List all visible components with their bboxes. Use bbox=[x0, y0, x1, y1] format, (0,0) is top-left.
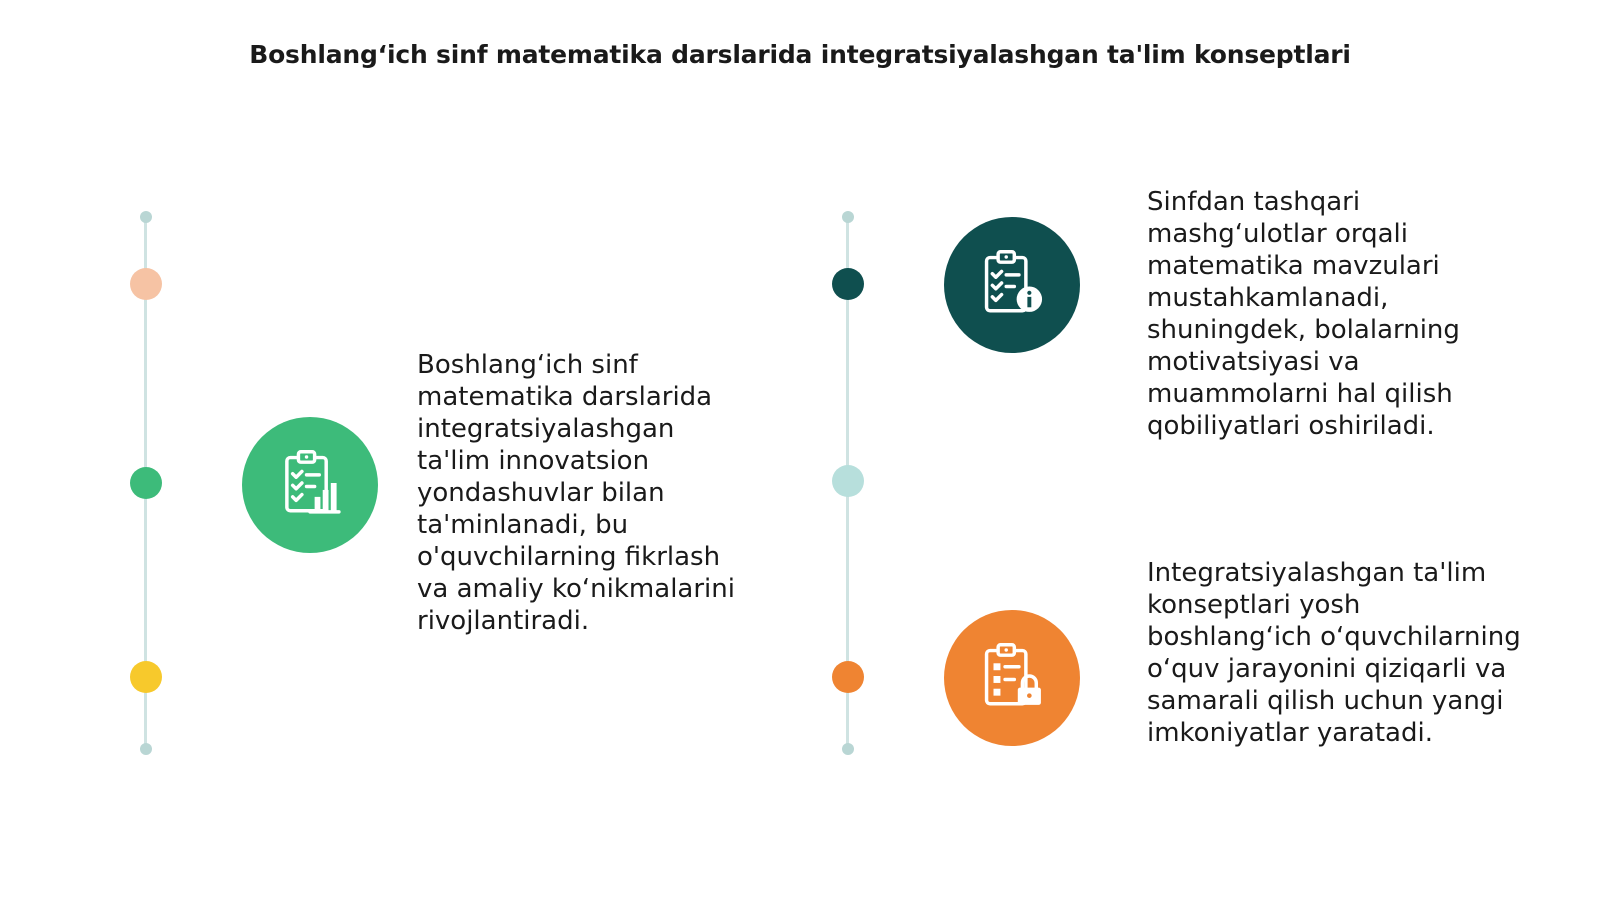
timeline-right-top-end bbox=[842, 211, 854, 223]
timeline-right-bottom-end bbox=[842, 743, 854, 755]
timeline-right-dot-teal bbox=[832, 268, 864, 300]
clipboard-lock-icon bbox=[975, 639, 1049, 717]
timeline-left-dot-yellow bbox=[130, 661, 162, 693]
timeline-right-dot-mint bbox=[832, 465, 864, 497]
timeline-left-top-end bbox=[140, 211, 152, 223]
clipboard-chart-icon bbox=[273, 446, 347, 524]
clipboard-info-icon bbox=[975, 246, 1049, 324]
item-1-icon-badge bbox=[242, 417, 378, 553]
item-3-icon-badge bbox=[944, 610, 1080, 746]
item-2-icon-badge bbox=[944, 217, 1080, 353]
timeline-right-dot-orange bbox=[832, 661, 864, 693]
timeline-left-dot-green bbox=[130, 467, 162, 499]
item-3-text: Integratsiyalashgan ta'lim konseptlari yosh boshlang‘ich o‘quvchilarning o‘quv jarayonini qiziqarli va samarali qilish uchun yangi imkoniyatlar yaratadi. bbox=[1147, 558, 1521, 748]
diagram-title: Boshlang‘ich sinf matematika darslarida integratsiyalashgan ta'lim konseptlari bbox=[249, 40, 1351, 69]
timeline-left-dot-peach bbox=[130, 268, 162, 300]
item-1-text: Boshlang‘ich sinf matematika darslarida integratsiyalashgan ta'lim innovatsion yondashuvlar bilan ta'minlanadi, bu o'quvchilarning fikrlash va amaliy ko‘nikmalarini rivojlantiradi. bbox=[417, 350, 735, 636]
item-2-text: Sinfdan tashqari mashg‘ulotlar orqali matematika mavzulari mustahkamlanadi, shuningdek, bolalarning motivatsiyasi va muammolarni hal qilish qobiliyatlari oshiriladi. bbox=[1147, 187, 1460, 441]
timeline-left-bottom-end bbox=[140, 743, 152, 755]
